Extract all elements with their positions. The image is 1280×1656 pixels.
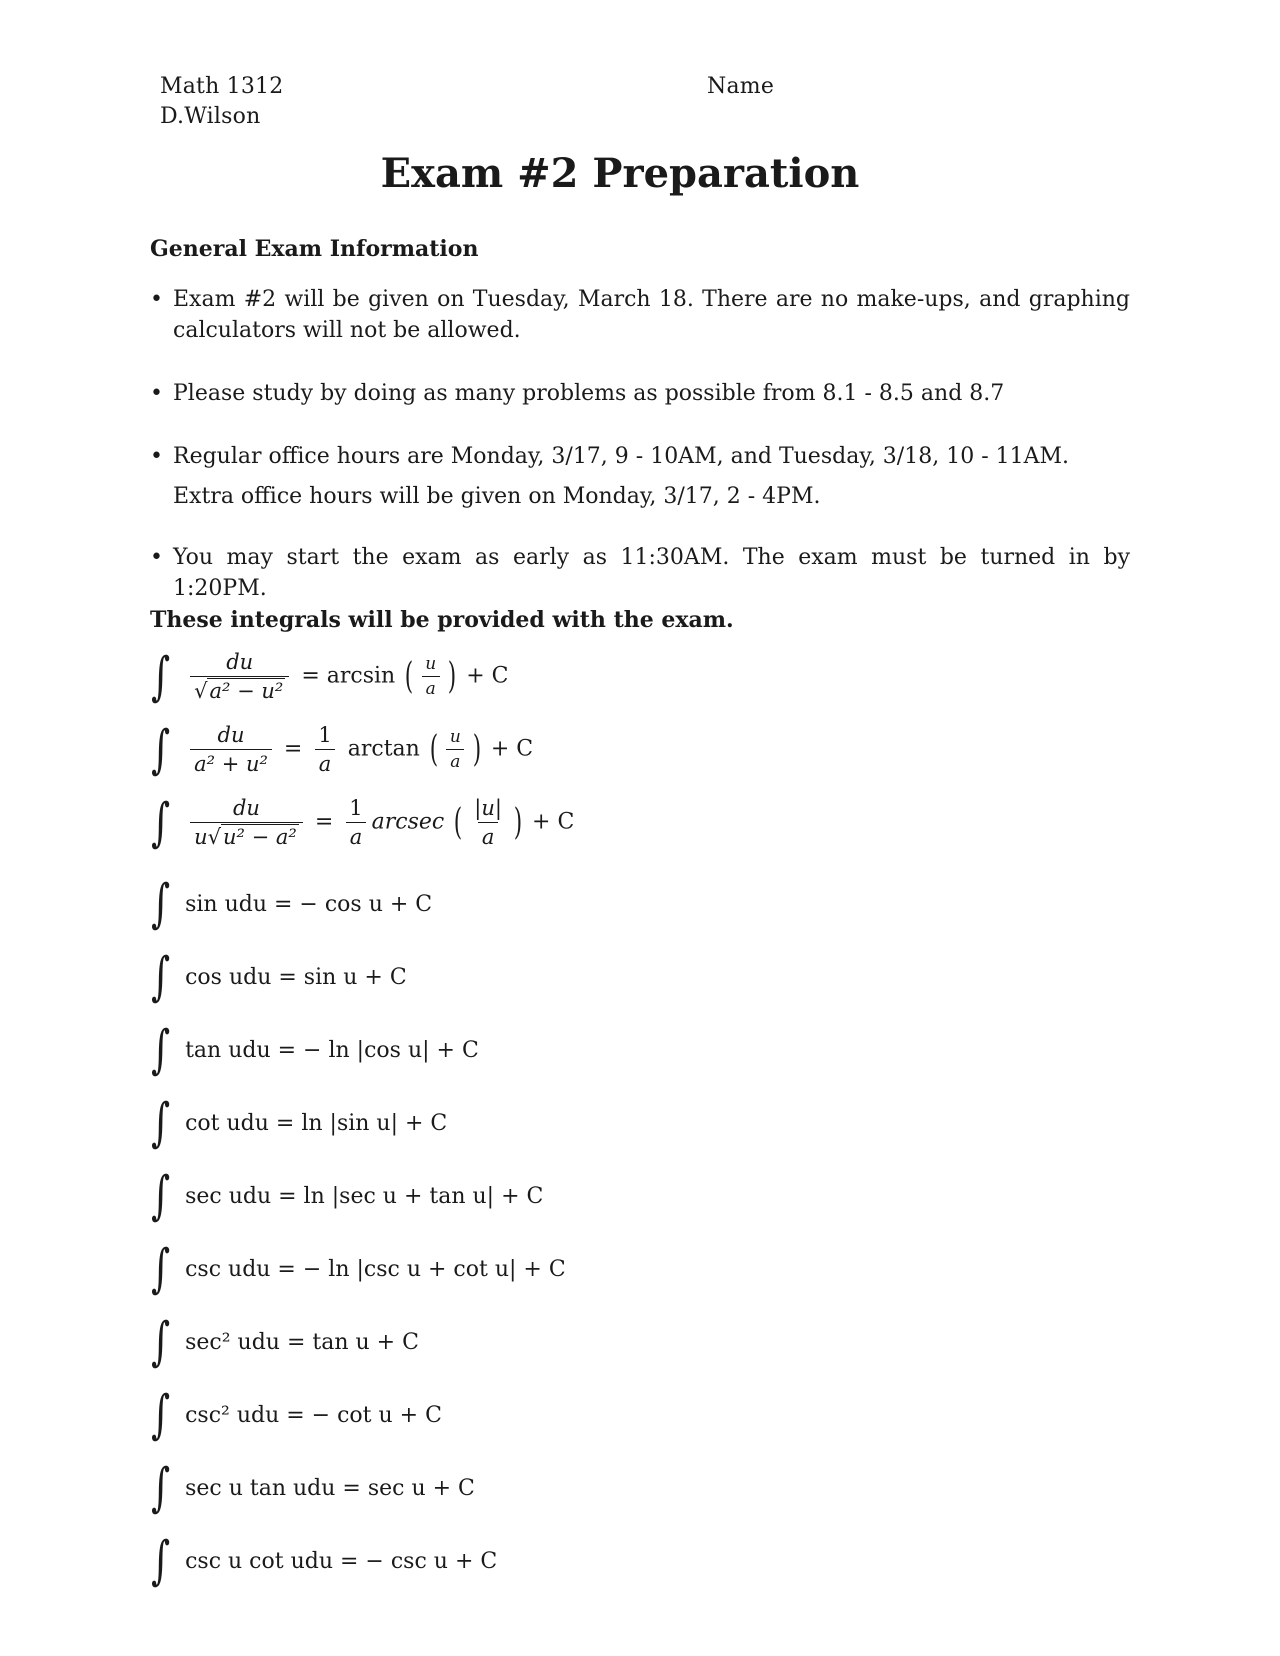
fraction-denominator: a² + u² (194, 752, 268, 776)
bullet-text: You may start the exam as early as 11:30AM. The exam must be turned in by 1:20PM. (173, 545, 1130, 601)
fraction-numerator: du (217, 723, 245, 747)
formula-text: cot udu = ln |sin u| + C (185, 1110, 448, 1136)
arg-numerator: u (449, 727, 461, 747)
formula-sec-squared (147, 1312, 419, 1378)
formula-csc-cot (147, 1531, 498, 1597)
bullet-text: Exam #2 will be given on Tuesday, March 18. There are no make-ups, and graphing calculators will not be allowed. (173, 287, 1130, 343)
bullet-dot: • (150, 381, 163, 406)
constant: + C (490, 736, 534, 762)
arg-denominator: a (425, 679, 436, 699)
general-info-heading: General Exam Information (150, 236, 479, 262)
formula-text: csc udu = − ln |csc u + cot u| + C (185, 1256, 566, 1282)
formula-sec (147, 1166, 544, 1232)
formula-text: sec u tan udu = sec u + C (185, 1475, 475, 1501)
fraction-denominator: a² − u² (209, 679, 284, 703)
coef-denominator: a (349, 825, 363, 849)
bullet-office-hours (150, 441, 1130, 512)
integral-sign: ∫ (151, 1166, 171, 1226)
arg-denominator: a (481, 825, 495, 849)
integral-sign: ∫ (151, 1458, 171, 1518)
fraction-numerator: du (232, 796, 260, 820)
equals-sign: = (314, 809, 334, 835)
instructor-label: D.Wilson (160, 104, 261, 129)
bullet-text: Please study by doing as many problems as possible from 8.1 - 8.5 and 8.7 (173, 381, 1005, 406)
formula-text: csc² udu = − cot u + C (185, 1402, 442, 1428)
coef-numerator: 1 (318, 723, 332, 747)
integral-sign: ∫ (151, 1093, 171, 1153)
function-name: arctan (347, 736, 420, 762)
bullet-dot: • (150, 287, 163, 312)
formula-sin (147, 874, 433, 940)
formula-text: sec udu = ln |sec u + tan u| + C (185, 1183, 544, 1209)
equals-sign: = (283, 736, 303, 762)
fraction-denominator-prefix: u (194, 825, 208, 849)
constant: + C (466, 663, 509, 689)
integral-sign: ∫ (151, 1385, 171, 1445)
constant: + C (532, 809, 575, 835)
bullet-dot: • (150, 545, 163, 570)
function-name: = arcsin (301, 663, 396, 689)
integral-sign: ∫ (151, 1312, 171, 1372)
arg-denominator: a (450, 752, 461, 772)
formula-csc (147, 1239, 566, 1305)
formula-text: cos udu = sin u + C (185, 964, 407, 990)
bullet-text: Regular office hours are Monday, 3/17, 9 - 10AM, and Tuesday, 3/18, 10 - 11AM. (173, 444, 1070, 469)
formula-csc-squared (147, 1385, 442, 1451)
formula-sec-tan (147, 1458, 475, 1524)
arg-numerator: u (425, 654, 437, 674)
formula-cos (147, 947, 407, 1013)
formula-arcsec: ∫ $\frac{du}{\text{u√u² − a²}}$ = $\frac{1}{a}$ arcsec ( $\frac{|u|}{a}$ ) + C (151, 792, 575, 853)
formula-text: sec² udu = tan u + C (185, 1329, 419, 1355)
formula-cot (147, 1093, 448, 1159)
integral-sign: ∫ (151, 792, 171, 853)
name-label: Name (707, 74, 775, 99)
formula-text: tan udu = − ln |cos u| + C (185, 1037, 479, 1063)
integral-sign: ∫ (151, 947, 171, 1007)
bullet-text-extra: Extra office hours will be given on Monday, 3/17, 2 - 4PM. (173, 484, 821, 509)
bullet-study (150, 378, 1130, 409)
bullet-dot: • (150, 444, 163, 469)
formula-tan (147, 1020, 479, 1086)
formula-arctan: ∫ $\frac{du}{\text{a² + u²}}$ = $\frac{1}{a}$ arctan ( $\frac{u}{a}$ ) + C (151, 719, 534, 780)
fraction-numerator: du (226, 650, 254, 674)
bullet-exam-date (150, 284, 1130, 346)
formula-text: csc u cot udu = − csc u + C (185, 1548, 498, 1574)
arg-numerator: |u| (474, 796, 502, 820)
page-title: Exam #2 Preparation (380, 150, 860, 197)
coef-numerator: 1 (349, 796, 363, 820)
coef-denominator: a (318, 752, 332, 776)
formula-text: sin udu = − cos u + C (185, 891, 433, 917)
integral-sign: ∫ (151, 646, 171, 707)
bullet-start-time (150, 542, 1130, 604)
integral-sign: ∫ (151, 1239, 171, 1299)
integrals-heading: These integrals will be provided with the exam. (150, 607, 734, 633)
integral-sign: ∫ (151, 1020, 171, 1080)
function-name: arcsec (371, 809, 445, 835)
integral-sign: ∫ (151, 719, 171, 780)
integral-sign: ∫ (151, 874, 171, 934)
fraction-denominator: u² − a² (223, 825, 297, 849)
formula-arcsin: ∫ $\frac{du}{\text{√a² − u²}}$ = arcsin ( $\frac{u}{a}$ ) + C (151, 646, 509, 707)
course-label: Math 1312 (160, 74, 284, 99)
integral-sign: ∫ (151, 1531, 171, 1591)
